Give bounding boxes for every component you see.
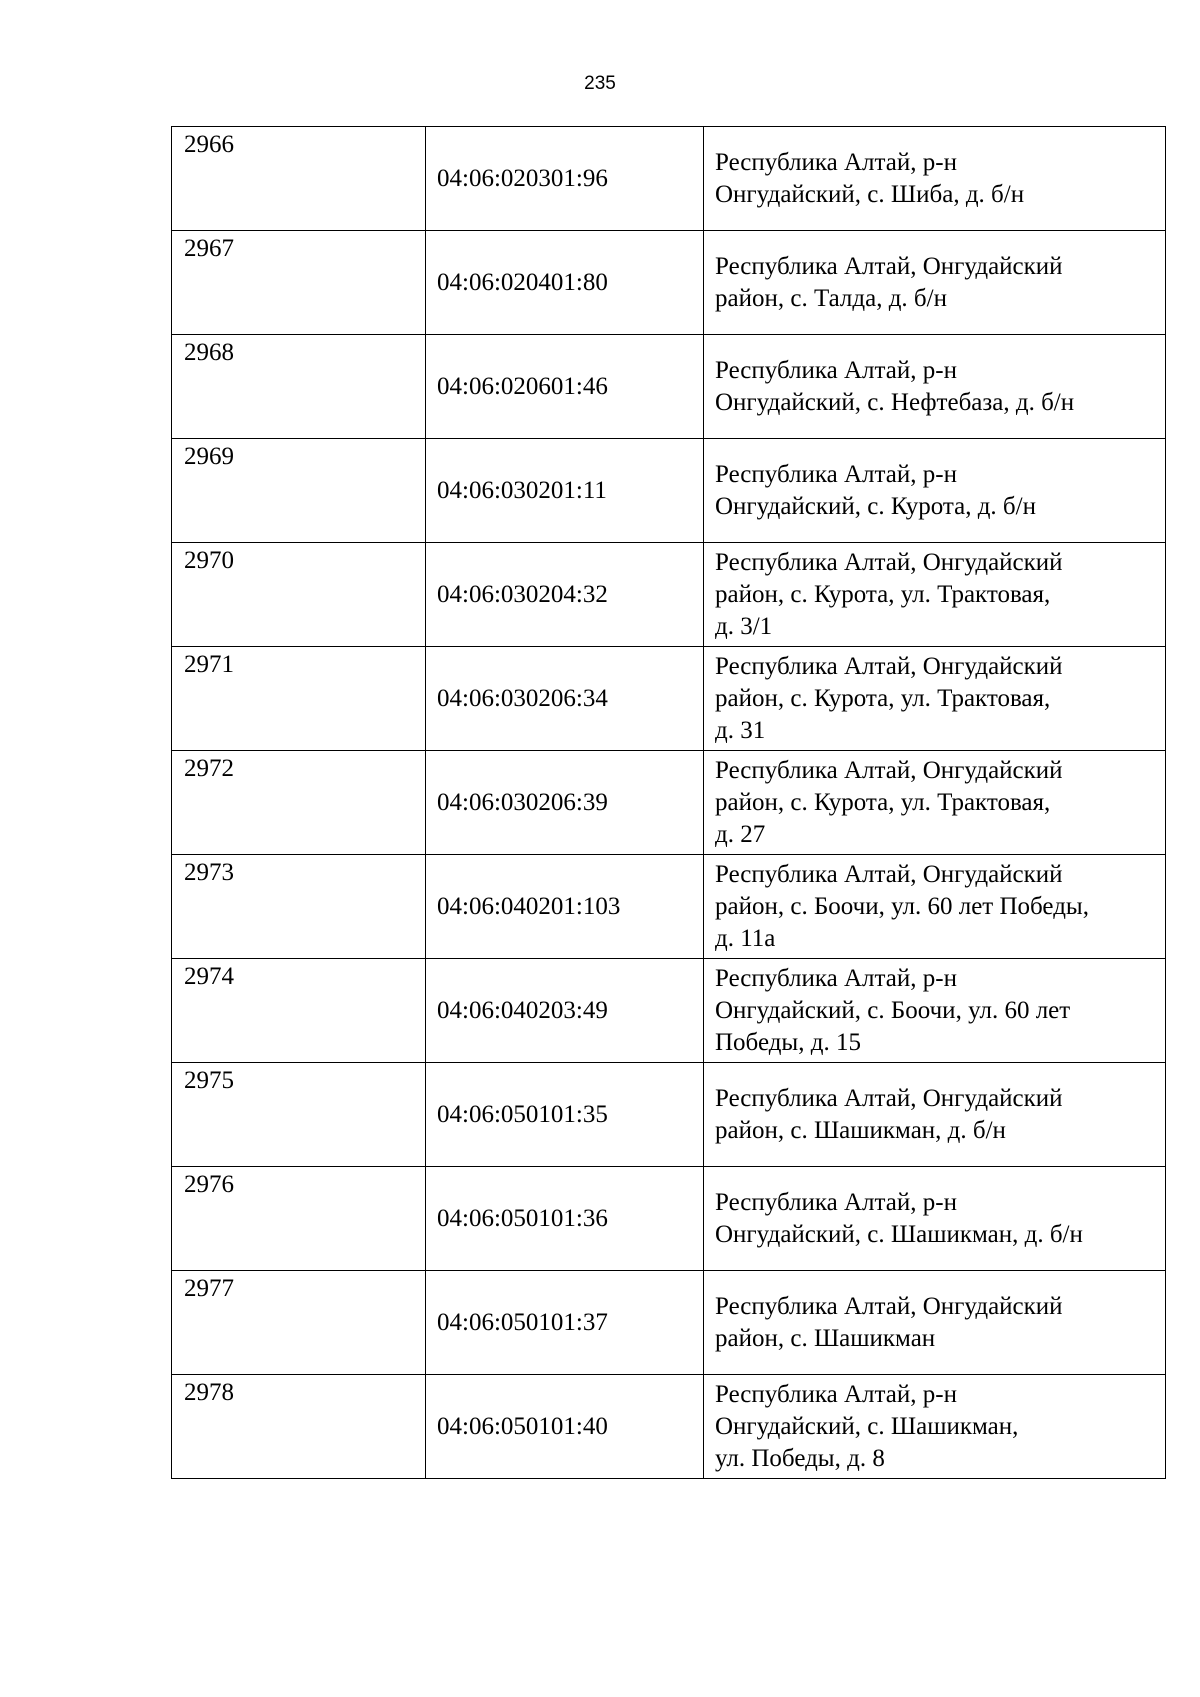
cadastral-number-cell <box>426 127 704 231</box>
row-number-cell <box>172 647 426 751</box>
address: Республика Алтай, Онгудайский район, с. Курота, ул. Трактовая, д. 31 <box>715 652 1063 744</box>
table-row <box>172 751 1166 855</box>
row-number-cell <box>172 335 426 439</box>
cadastral-number-cell <box>426 647 704 751</box>
address-cell <box>704 335 1166 439</box>
address-cell <box>704 1063 1166 1167</box>
table-row <box>172 1271 1166 1375</box>
address-cell <box>704 1375 1166 1479</box>
row-number-cell <box>172 543 426 647</box>
address-cell <box>704 231 1166 335</box>
cadastral-number: 04:06:050101:36 <box>437 1204 608 1232</box>
address-cell <box>704 751 1166 855</box>
row-number: 2972 <box>184 755 234 782</box>
table-row <box>172 1167 1166 1271</box>
cadastral-number-cell <box>426 855 704 959</box>
table-row <box>172 959 1166 1063</box>
address: Республика Алтай, р-н Онгудайский, с. Курота, д. б/н <box>715 460 1036 520</box>
cadastral-number-cell <box>426 439 704 543</box>
address-cell <box>704 959 1166 1063</box>
row-number: 2968 <box>184 339 234 366</box>
row-number-cell <box>172 1271 426 1375</box>
cadastral-number: 04:06:020301:96 <box>437 164 608 192</box>
cadastral-number-cell <box>426 751 704 855</box>
cadastral-number-cell <box>426 1271 704 1375</box>
address: Республика Алтай, р-н Онгудайский, с. Нефтебаза, д. б/н <box>715 356 1075 416</box>
cadastral-number: 04:06:020601:46 <box>437 372 608 400</box>
address-cell <box>704 543 1166 647</box>
address: Республика Алтай, Онгудайский район, с. Шашикман, д. б/н <box>715 1084 1063 1144</box>
cadastral-number: 04:06:040203:49 <box>437 996 608 1024</box>
row-number-cell <box>172 439 426 543</box>
row-number: 2969 <box>184 443 234 470</box>
cadastral-number-cell <box>426 335 704 439</box>
cadastral-number: 04:06:050101:40 <box>437 1412 608 1440</box>
row-number-cell <box>172 231 426 335</box>
cadastral-number: 04:06:030206:39 <box>437 788 608 816</box>
address-cell <box>704 647 1166 751</box>
cadastral-number: 04:06:030206:34 <box>437 684 608 712</box>
address: Республика Алтай, Онгудайский район, с. Курота, ул. Трактовая, д. 27 <box>715 756 1063 848</box>
address: Республика Алтай, Онгудайский район, с. Боочи, ул. 60 лет Победы, д. 11а <box>715 860 1089 952</box>
address: Республика Алтай, р-н Онгудайский, с. Шиба, д. б/н <box>715 148 1025 208</box>
row-number: 2975 <box>184 1067 234 1094</box>
cadastral-number: 04:06:030201:11 <box>437 476 607 504</box>
address: Республика Алтай, р-н Онгудайский, с. Шашикман, д. б/н <box>715 1188 1083 1248</box>
page-number: 235 <box>584 73 616 94</box>
table-row <box>172 1063 1166 1167</box>
row-number: 2970 <box>184 547 234 574</box>
row-number-cell <box>172 855 426 959</box>
address-cell <box>704 127 1166 231</box>
table-row <box>172 231 1166 335</box>
address-cell <box>704 439 1166 543</box>
cadastral-number-cell <box>426 959 704 1063</box>
row-number-cell <box>172 1375 426 1479</box>
address: Республика Алтай, Онгудайский район, с. Шашикман <box>715 1292 1063 1352</box>
row-number-cell <box>172 1167 426 1271</box>
row-number: 2976 <box>184 1171 234 1198</box>
cadastral-number-cell <box>426 1375 704 1479</box>
address-cell <box>704 1167 1166 1271</box>
row-number: 2971 <box>184 651 234 678</box>
address: Республика Алтай, р-н Онгудайский, с. Шашикман, ул. Победы, д. 8 <box>715 1380 1019 1472</box>
cadastral-number: 04:06:050101:35 <box>437 1100 608 1128</box>
cadastral-number-cell <box>426 1063 704 1167</box>
table-row <box>172 335 1166 439</box>
address-cell <box>704 1271 1166 1375</box>
address: Республика Алтай, р-н Онгудайский, с. Боочи, ул. 60 лет Победы, д. 15 <box>715 964 1071 1056</box>
row-number-cell <box>172 1063 426 1167</box>
address: Республика Алтай, Онгудайский район, с. Курота, ул. Трактовая, д. 3/1 <box>715 548 1063 640</box>
table-row <box>172 647 1166 751</box>
row-number-cell <box>172 959 426 1063</box>
row-number: 2978 <box>184 1379 234 1406</box>
table-row <box>172 439 1166 543</box>
cadastral-number: 04:06:050101:37 <box>437 1308 608 1336</box>
address: Республика Алтай, Онгудайский район, с. Талда, д. б/н <box>715 252 1063 312</box>
row-number: 2966 <box>184 131 234 158</box>
cadastral-number: 04:06:020401:80 <box>437 268 608 296</box>
cadastral-number: 04:06:040201:103 <box>437 892 621 920</box>
table-row <box>172 1375 1166 1479</box>
row-number-cell <box>172 751 426 855</box>
address-cell <box>704 855 1166 959</box>
row-number: 2967 <box>184 235 234 262</box>
table-row <box>172 855 1166 959</box>
table-row <box>172 543 1166 647</box>
row-number: 2974 <box>184 963 234 990</box>
cadastral-number: 04:06:030204:32 <box>437 580 608 608</box>
cadastral-number-cell <box>426 543 704 647</box>
table-row <box>172 127 1166 231</box>
row-number: 2973 <box>184 859 234 886</box>
row-number-cell <box>172 127 426 231</box>
cadastral-number-cell <box>426 231 704 335</box>
cadastral-number-cell <box>426 1167 704 1271</box>
property-registry-table <box>171 126 1166 1479</box>
row-number: 2977 <box>184 1275 234 1302</box>
